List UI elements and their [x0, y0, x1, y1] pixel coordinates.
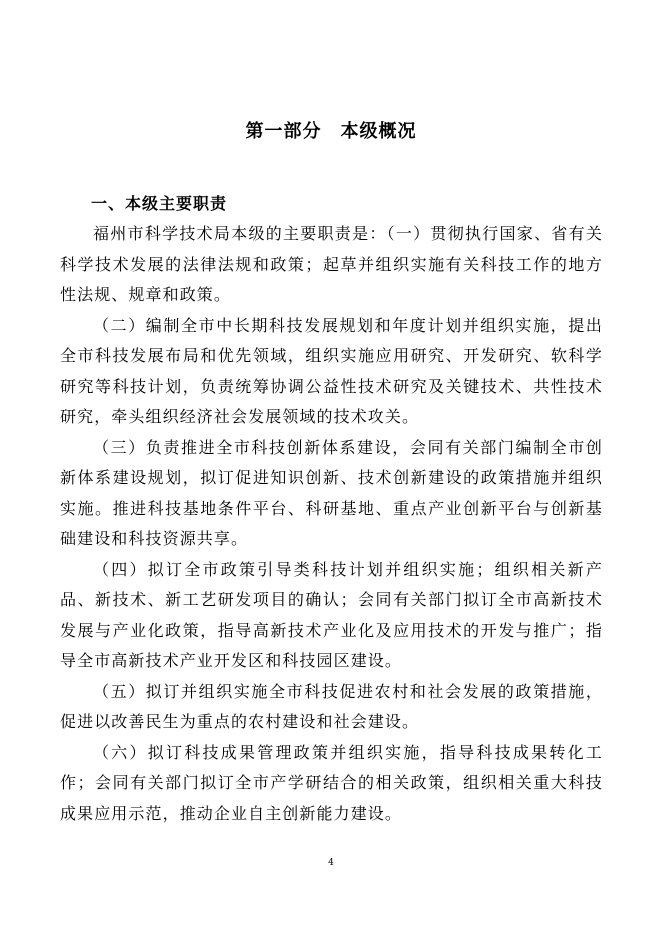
body-text — [60, 219, 603, 829]
section-heading: 一、本级主要职责 — [91, 194, 228, 213]
paragraph-duty-6: （六）拟订科技成果管理政策并组织实施，指导科技成果转化工作；会同有关部门拟订全市产学研结合的相关政策，组织相关重大科技成果应用示范，推动企业自主创新能力建设。 — [60, 742, 603, 823]
page-number: 4 — [328, 858, 334, 868]
paragraph-duty-3: （三）负责推进全市科技创新体系建设，会同有关部门编制全市创新体系建设规划，拟订促进知识创新、技术创新建设的政策措施并组织实施。推进科技基地条件平台、科研基地、重点产业创新平台与创新基础建设和科技资源共享。 — [60, 437, 603, 548]
paragraph-duty-4: （四）拟订全市政策引导类科技计划并组织实施；组织相关新产品、新技术、新工艺研发项目的确认；会同有关部门拟订全市高新技术发展与产业化政策，指导高新技术产业化及应用技术的开发与推广；指导全市高新技术产业开发区和科技园区建设。 — [60, 559, 603, 670]
paragraph-duty-2: （二）编制全市中长期科技发展规划和年度计划并组织实施，提出全市科技发展布局和优先领域，组织实施应用研究、开发研究、软科学研究等科技计划，负责统筹协调公益性技术研究及关键技术、共性技术研究，牵头组织经济社会发展领域的技术攻关。 — [60, 315, 603, 426]
paragraph-duties-intro: 福州市科学技术局本级的主要职责是：（一）贯彻执行国家、省有关科学技术发展的法律法规和政策；起草并组织实施有关科技工作的地方性法规、规章和政策。 — [60, 224, 603, 304]
paragraph-duty-5: （五）拟订并组织实施全市科技促进农村和社会发展的政策措施，促进以改善民生为重点的农村建设和社会建设。 — [60, 681, 603, 731]
page-title: 第一部分 本级概况 — [245, 121, 417, 142]
